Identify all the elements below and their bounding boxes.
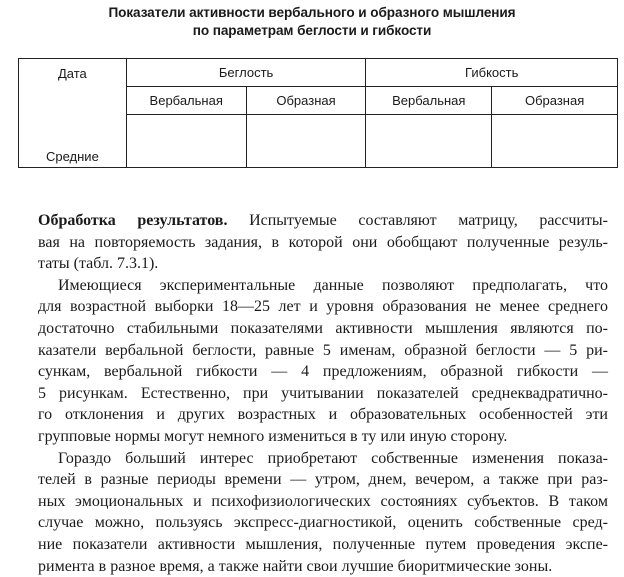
paragraph-2-line-8: групповые нормы могут немного измениться в ту или иную сторону. bbox=[38, 426, 608, 448]
cell-fluency-figurative bbox=[246, 115, 366, 168]
cell-flexibility-figurative bbox=[492, 115, 618, 168]
header-fluency-verbal: Вербальная bbox=[126, 87, 246, 115]
header-date bbox=[19, 59, 127, 168]
paragraph-2-line-6: 5 рисункам. Естественно, при учитывании показателей среднеквадратично- bbox=[38, 383, 608, 405]
paragraph-2-line-4: казатели вербальной беглости, равные 5 именам, образной беглости — 5 ри- bbox=[38, 340, 608, 362]
results-table bbox=[18, 58, 618, 168]
paragraph-1-line-2: вая на повторяемость задания, в которой они обобщают полученные резуль- bbox=[38, 232, 608, 254]
paragraph-2-line-1: Имеющиеся экспериментальные данные позволяют предполагать, что bbox=[38, 275, 608, 297]
header-date-label: Дата bbox=[19, 66, 126, 81]
table-caption bbox=[0, 4, 624, 40]
header-flexibility-figurative: Образная bbox=[492, 87, 618, 115]
caption-line-2: по параметрам беглости и гибкости bbox=[0, 22, 624, 40]
header-fluency-figurative: Образная bbox=[246, 87, 366, 115]
paragraph-2-line-2: для возрастной выборки 18—25 лет и уровня образования не менее среднего bbox=[38, 296, 608, 318]
paragraph-3-line-3: ных эмоциональных и психофизиологических состояниях субъектов. В таком bbox=[38, 491, 608, 513]
paragraph-1-line-1: Обработка результатов. Испытуемые составляют матрицу, рассчиты- bbox=[38, 210, 608, 232]
paragraph-2-line-7: го отклонения и других возрастных и образовательных особенностей эти bbox=[38, 404, 608, 426]
paragraph-3-line-2: телей в разные периоды времени — утром, днем, вечером, а также при раз- bbox=[38, 469, 608, 491]
header-flexibility-verbal: Вербальная bbox=[366, 87, 492, 115]
paragraph-2-line-5: сункам, вербальной гибкости — 4 предложениям, образной гибкости — bbox=[38, 361, 608, 383]
paragraph-3-line-1: Гораздо больший интерес приобретают собственные изменения показа- bbox=[38, 448, 608, 470]
row-average-label: Средние bbox=[19, 149, 126, 166]
paragraph-1-line-3: таты (табл. 7.3.1). bbox=[38, 253, 608, 275]
cell-fluency-verbal bbox=[126, 115, 246, 168]
section-heading: Обработка результатов. bbox=[38, 212, 227, 229]
paragraph-3-line-6: римента в разное время, а также найти свои лучшие биоритмические зоны. bbox=[38, 556, 608, 577]
header-fluency: Беглость bbox=[126, 59, 366, 87]
paragraph-3-line-5: ние показатели активности мышления, полученные путем проведения экспе- bbox=[38, 534, 608, 556]
header-flexibility: Гибкость bbox=[366, 59, 618, 87]
caption-line-1: Показатели активности вербального и образного мышления bbox=[0, 4, 624, 22]
paragraph-3-line-4: случае можно, пользуясь экспресс-диагностикой, оценить собственные сред- bbox=[38, 512, 608, 534]
cell-flexibility-verbal bbox=[366, 115, 492, 168]
paragraph-2-line-3: достаточно стабильными показателями активности мышления являются по- bbox=[38, 318, 608, 340]
body-text bbox=[38, 210, 608, 577]
